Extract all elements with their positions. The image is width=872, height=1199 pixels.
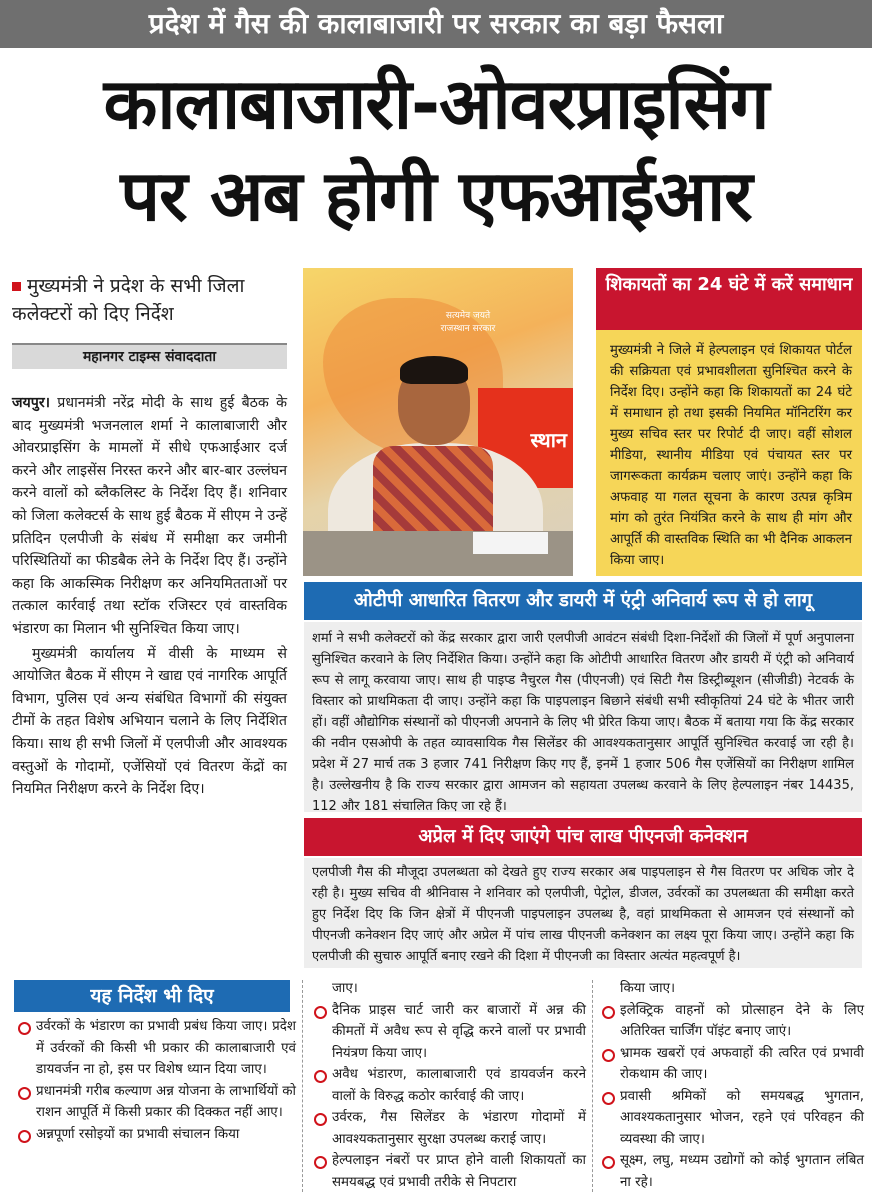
dateline: जयपुर।: [12, 395, 50, 411]
complaint-box: [596, 268, 862, 576]
story-para-1-text: प्रधानमंत्री नरेंद्र मोदी के साथ हुई बैठक के बाद मुख्यमंत्री भजनलाल शर्मा ने कालाबाजारी और ओवरप्राइसिंग के मामलों में सीधे एफआईआर दर्ज करने और लाइसेंस निरस्त करने और बार-बार उल्लंघन करने वालों को ब्लैकलिस्ट के निर्देश दिए हैं। शनिवार को जिला कलेक्टर्स के साथ हुई बैठक में सीएम ने उन्हें प्रतिदिन एलपीजी के संबंध में समीक्षा कर जमीनी परिस्थितियों का फीडबैक लेने के निर्देश दिए हैं। उन्होंने कहा कि आकस्मिक निरीक्षण कर अनियमितताओं पर तत्काल कार्रवाई तथा स्टॉक रजिस्टर एवं वास्तविक भंडारण का मिलान भी सुनिश्चित किया जाए।: [12, 395, 287, 637]
headline: [0, 58, 872, 242]
complaint-box-title: शिकायतों का 24 घंटे में करें समाधान: [596, 268, 862, 330]
headline-line-2: पर अब होगी एफआईआर: [120, 155, 752, 237]
list-item: प्रधानमंत्री गरीब कल्याण अन्न योजना के लाभार्थियों को राशन आपूर्ति में किसी प्रकार की दिक्कत नहीं आए।: [14, 1081, 296, 1124]
list-item: उर्वरक, गैस सिलेंडर के भंडारण गोदामों में आवश्यकतानुसार सुरक्षा उपलब्ध कराई जाए।: [310, 1107, 586, 1150]
list-item: प्रवासी श्रमिकों को समयबद्ध भुगतान, आवश्यकतानुसार भोजन, रहने एवं परिवहन की व्यवस्था की जाए।: [598, 1086, 864, 1151]
subhead: [12, 272, 287, 328]
list-item-continuation: किया जाए।: [620, 981, 676, 996]
list-item: उर्वरकों के भंडारण का प्रभावी प्रबंध किया जाए। प्रदेश में उर्वरकों की किसी भी प्रकार की कालाबाजारी एवं डायवर्जन ना हो, इस पर विशेष ध्यान दिया जाए।: [14, 1016, 296, 1081]
list-item: अवैध भंडारण, कालाबाजारी एवं डायवर्जन करने वालों के विरुद्ध कठोर कार्रवाई की जाए।: [310, 1064, 586, 1107]
nameplate: [473, 532, 548, 554]
byline: महानगर टाइम्स संवाददाता: [12, 343, 287, 369]
list-item: इलेक्ट्रिक वाहनों को प्रोत्साहन देने के लिए अतिरिक्त चार्जिंग पॉइंट बनाए जाएं।: [598, 1000, 864, 1043]
story-paragraph-1: [12, 392, 287, 641]
list-item: हेल्पलाइन नंबरों पर प्राप्त होने वाली शिकायतों का समयबद्ध एवं प्रभावी तरीके से निपटारा: [310, 1150, 586, 1193]
list-item-continuation: जाए।: [332, 981, 358, 996]
list-item: सूक्ष्म, लघु, मध्यम उद्योगों को कोई भुगतान लंबित ना रहे।: [598, 1150, 864, 1193]
png-section-text: एलपीजी गैस की मौजूदा उपलब्धता को देखते हुए राज्य सरकार अब पाइपलाइन से गैस वितरण पर अधिक जोर दे रही है। मुख्य सचिव वी श्रीनिवास ने शनिवार को एलपीजी, पेट्रोल, डीजल, उर्वरकों का उपलब्धता की समीक्षा करते हुए निर्देश दिए कि जिन क्षेत्रों में पीएनजी पाइपलाइन उपलब्ध है, वहां प्राथमिकता से आमजन एवं संस्थानों को पीएनजी कनेक्शन दिए जाएं और अप्रेल में पांच लाख पीएनजी कनेक्शन का लक्ष्य पूरा किया जाए। उन्होंने कहा कि एलपीजी की सुचारु आपूर्ति बनाए रखने की दिशा में पीएनजी का विस्तार अत्यंत महत्वपूर्ण है।: [304, 858, 862, 968]
png-section-title: अप्रेल में दिए जाएंगे पांच लाख पीएनजी कनेक्शन: [304, 818, 862, 856]
headline-line-1: कालाबाजारी-ओवरप्राइसिंग: [103, 63, 769, 145]
subhead-text: मुख्यमंत्री ने प्रदेश के सभी जिला कलेक्टरों को दिए निर्देश: [12, 275, 245, 325]
column-divider: [302, 980, 303, 1192]
list-item: अन्नपूर्णा रसोइयों का प्रभावी संचालन किया: [14, 1124, 296, 1146]
directives-column-3: [598, 978, 864, 1193]
story-paragraph-2: मुख्यमंत्री कार्यालय में वीसी के माध्यम से आयोजित बैठक में सीएम ने खाद्य एवं नागरिक आपूर्ति विभाग, पुलिस एवं अन्य संबंधित विभागों की संयुक्त टीमों के तहत विशेष अभियान चलाने के लिए निर्देशित किया। साथ ही सभी जिलों में एलपीजी और आवश्यक वस्तुओं के गोदामों, एजेंसियों एवं वितरण केंद्रों का नियमित निरीक्षण करने के निर्देश दिए।: [12, 645, 287, 798]
complaint-box-text: मुख्यमंत्री ने जिले में हेल्पलाइन एवं शिकायत पोर्टल की सक्रियता एवं प्रभावशीलता सुनिश्चित करने के निर्देश दिए। उन्होंने कहा कि शिकायतों का 24 घंटे में समाधान हो तथा इसकी नियमित मॉनिटरिंग कर मुख्य सचिव स्तर पर रिपोर्ट दी जाए। वहीं सोशल मीडिया, स्थानीय मीडिया एवं पंचायत स्तर पर जागरूकता कार्यक्रम चलाए जाएं। उन्होंने कहा कि अफवाह या गलत सूचना के कारण उत्पन्न कृत्रिम मांग को तुरंत नियंत्रित करने के साथ ही मांग और आपूर्ति की वास्तविक स्थिति का भी दैनिक आकलन किया जाए।: [610, 343, 852, 568]
otp-section-text: शर्मा ने सभी कलेक्टरों को केंद्र सरकार द्वारा जारी एलपीजी आवंटन संबंधी दिशा-निर्देशों की जिलों में पूर्ण अनुपालना सुनिश्चित करवाने के लिए निर्देशित किया। उन्होंने कहा कि ओटीपी आधारित वितरण और डायरी में एंट्री को अनिवार्य रूप से लागू करवाया जाए। साथ ही पाइप्ड नैचुरल गैस (पीएनजी) एवं सिटी गैस डिस्ट्रीब्यूशन (सीजीडी) नेटवर्क के विस्तार को प्राथमिकता दी जाए। उन्होंने कहा कि पाइपलाइन बिछाने संबंधी सभी स्वीकृतियां 24 घंटे के भीतर जारी हों। वहीं औद्योगिक संस्थानों को पीएनजी अपनाने के लिए भी प्रेरित किया जाए। बैठक में बताया गया कि केंद्र सरकार की नवीन एसओपी के तहत व्यावसायिक गैस सिलेंडर की आवश्यकतानुसार आपूर्ति सुनिश्चित करवाई जा रही है। प्रदेश में 27 मार्च तक 3 हजार 741 निरीक्षण किए गए हैं, इनमें 1 हजार 506 गैस एजेंसियों का निरीक्षण शामिल है। उल्लेखनीय है कि राज्य सरकार द्वारा आमजन को सहायता उपलब्ध करवाने के लिए हेल्पलाइन नंबर 14435, 112 और 181 संचालित किए जा रहे हैं।: [304, 622, 862, 812]
bullet-square-icon: [12, 282, 21, 291]
list-item: भ्रामक खबरों एवं अफवाहों की त्वरित एवं प्रभावी रोकथाम की जाए।: [598, 1043, 864, 1086]
kicker-banner: प्रदेश में गैस की कालाबाजारी पर सरकार का बड़ा फैसला: [0, 0, 872, 48]
main-story: [12, 392, 287, 803]
seal-text: सत्यमेव जयते राजस्थान सरकार: [440, 311, 496, 334]
wall-text: स्थान: [530, 428, 567, 452]
cm-photo: [303, 268, 573, 576]
list-item: दैनिक प्राइस चार्ट जारी कर बाजारों में अन्न की कीमतों में अवैध रूप से वृद्धि करने वालों पर प्रभावी नियंत्रण किया जाए।: [310, 1000, 586, 1065]
person-hair: [400, 356, 468, 384]
directives-column-1: [14, 1016, 296, 1145]
directives-column-2: [310, 978, 586, 1193]
otp-section-title: ओटीपी आधारित वितरण और डायरी में एंट्री अनिवार्य रूप से हो लागू: [304, 582, 862, 620]
directives-title: यह निर्देश भी दिए: [14, 980, 290, 1012]
column-divider: [592, 980, 593, 1192]
